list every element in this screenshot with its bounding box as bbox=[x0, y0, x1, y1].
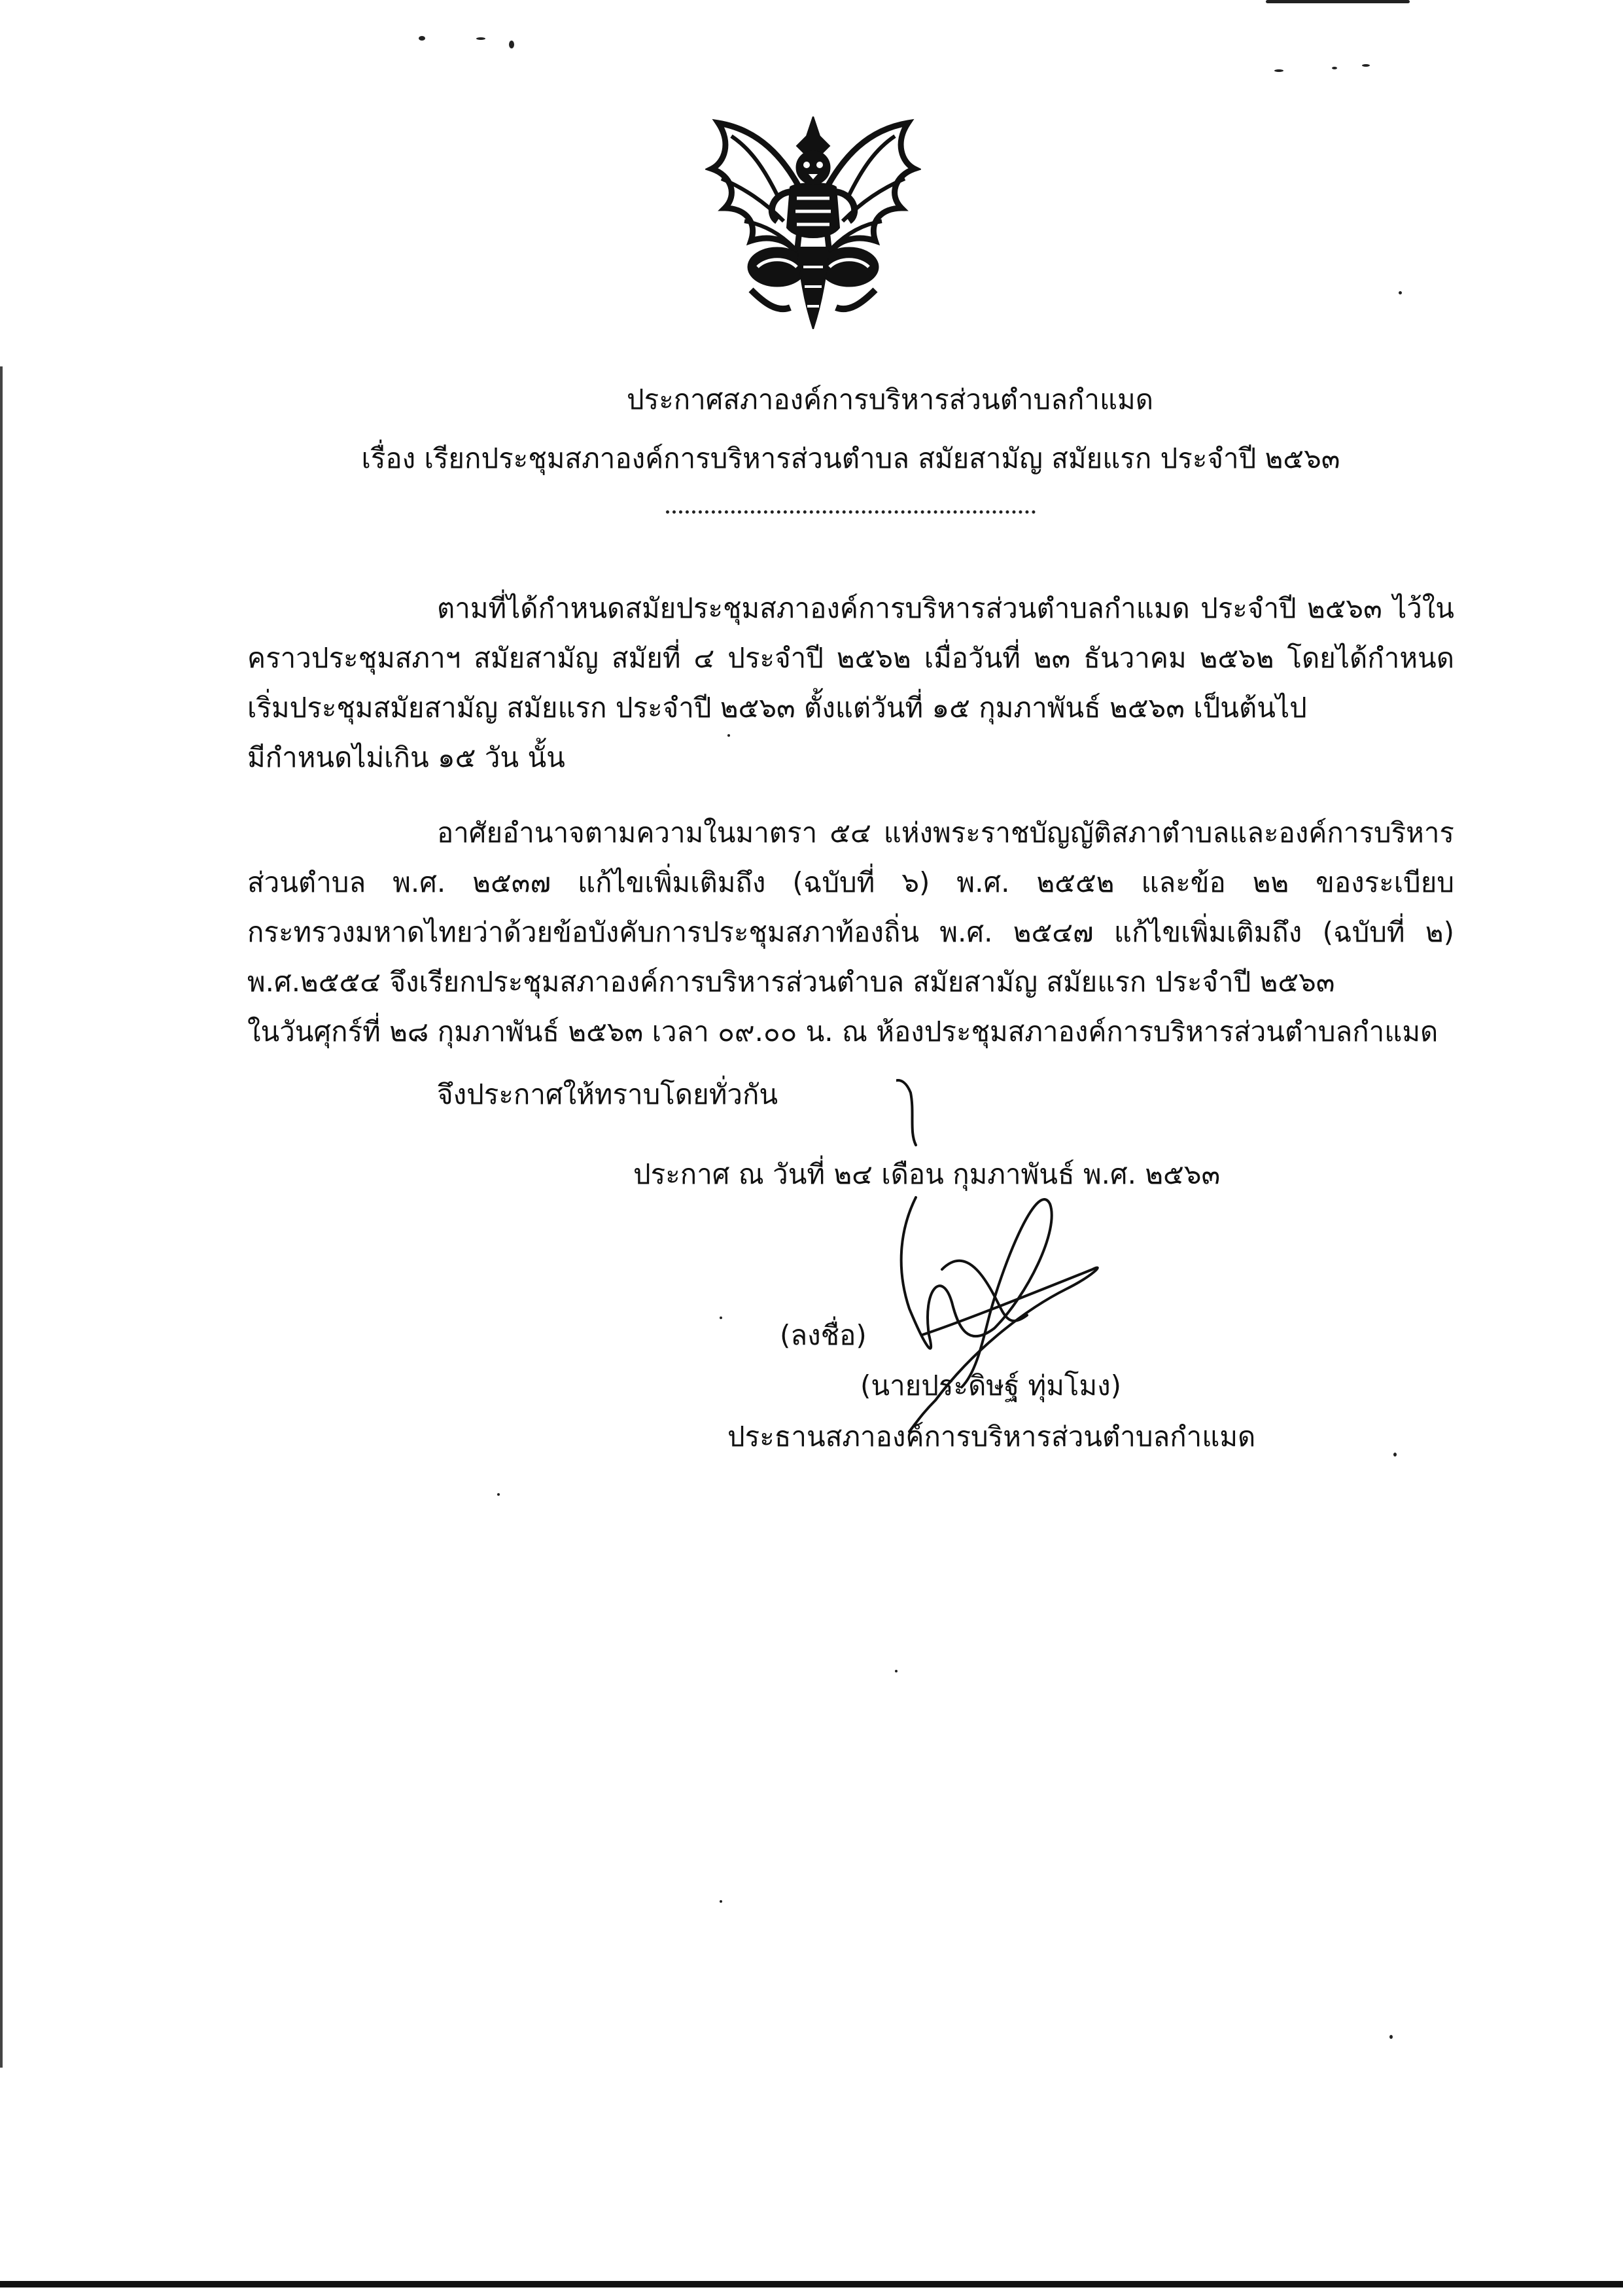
closing-text: จึงประกาศให้ทราบโดยทั่วกัน bbox=[437, 1078, 778, 1110]
scan-speck bbox=[895, 1670, 898, 1672]
announcement-subject: เรื่อง เรียกประชุมสภาองค์การบริหารส่วนตำบล สมัยสามัญ สมัยแรก ประจำปี ๒๕๖๓ bbox=[361, 442, 1340, 474]
scan-edge bbox=[0, 366, 3, 2068]
signer-name: (นายประดิษฐ์ ทุ่มโมง) bbox=[860, 1369, 1122, 1402]
scan-speck bbox=[1393, 1453, 1397, 1457]
paragraph-1 bbox=[247, 584, 1454, 783]
paragraph-line: พ.ศ.๒๕๕๔ จึงเรียกประชุมสภาองค์การบริหารส่วนตำบล สมัยสามัญ สมัยแรก ประจำปี ๒๕๖๓ bbox=[247, 966, 1335, 998]
paragraph-line: คราวประชุมสภาฯ สมัยสามัญ สมัยที่ ๔ ประจำปี ๒๕๖๒ เมื่อวันที่ ๒๓ ธันวาคม ๒๕๖๒ โดยได้กำหนด bbox=[247, 642, 1454, 674]
announcement-title: ประกาศสภาองค์การบริหารส่วนตำบลกำแมด bbox=[626, 383, 1154, 415]
scan-speck bbox=[419, 36, 425, 41]
paragraph-line: อาศัยอำนาจตามความในมาตรา ๕๔ แห่งพระราชบัญญัติสภาตำบลและองค์การบริหาร bbox=[437, 817, 1454, 849]
scan-speck bbox=[1399, 291, 1402, 294]
scan-mark bbox=[1266, 0, 1410, 3]
signature-label: (ลงชื่อ) bbox=[780, 1319, 867, 1351]
scan-speck bbox=[497, 1493, 500, 1496]
paragraph-2 bbox=[247, 808, 1454, 1057]
paragraph-line: มีกำหนดไม่เกิน ๑๕ วัน นั้น bbox=[247, 741, 565, 773]
garuda-emblem bbox=[705, 116, 921, 329]
scan-speck bbox=[1332, 67, 1337, 69]
scan-speck bbox=[1362, 64, 1370, 67]
paragraph-line: กระทรวงมหาดไทยว่าด้วยข้อบังคับการประชุมสภาท้องถิ่น พ.ศ. ๒๕๔๗ แก้ไขเพิ่มเติมถึง (ฉบับที่ ๒) bbox=[247, 916, 1454, 948]
scan-edge bbox=[0, 2281, 1623, 2287]
paragraph-line: ตามที่ได้กำหนดสมัยประชุมสภาองค์การบริหารส่วนตำบลกำแมด ประจำปี ๒๕๖๓ ไว้ใน bbox=[437, 592, 1454, 624]
scan-speck bbox=[720, 1316, 722, 1319]
scan-speck bbox=[1389, 2035, 1393, 2039]
paragraph-line: ส่วนตำบล พ.ศ. ๒๕๓๗ แก้ไขเพิ่มเติมถึง (ฉบับที่ ๖) พ.ศ. ๒๕๕๒ และข้อ ๒๒ ของระเบียบ bbox=[247, 866, 1454, 898]
paragraph-line: ในวันศุกร์ที่ ๒๘ กุมภาพันธ์ ๒๕๖๓ เวลา ๐๙.๐๐ น. ณ ห้องประชุมสภาองค์การบริหารส่วนตำบลกำแมด bbox=[247, 1016, 1439, 1048]
scan-speck bbox=[1274, 69, 1283, 72]
scan-speck bbox=[476, 37, 485, 40]
scan-speck bbox=[720, 1900, 722, 1903]
scan-speck bbox=[509, 41, 514, 48]
paragraph-line: เริ่มประชุมสมัยสามัญ สมัยแรก ประจำปี ๒๕๖๓ ตั้งแต่วันที่ ๑๕ กุมภาพันธ์ ๒๕๖๓ เป็นต้นไป bbox=[247, 692, 1307, 724]
announcement-date: ประกาศ ณ วันที่ ๒๔ เดือน กุมภาพันธ์ พ.ศ. ๒๕๖๓ bbox=[633, 1158, 1221, 1190]
signer-title: ประธานสภาองค์การบริหารส่วนตำบลกำแมด bbox=[727, 1421, 1256, 1453]
divider bbox=[666, 510, 1036, 514]
